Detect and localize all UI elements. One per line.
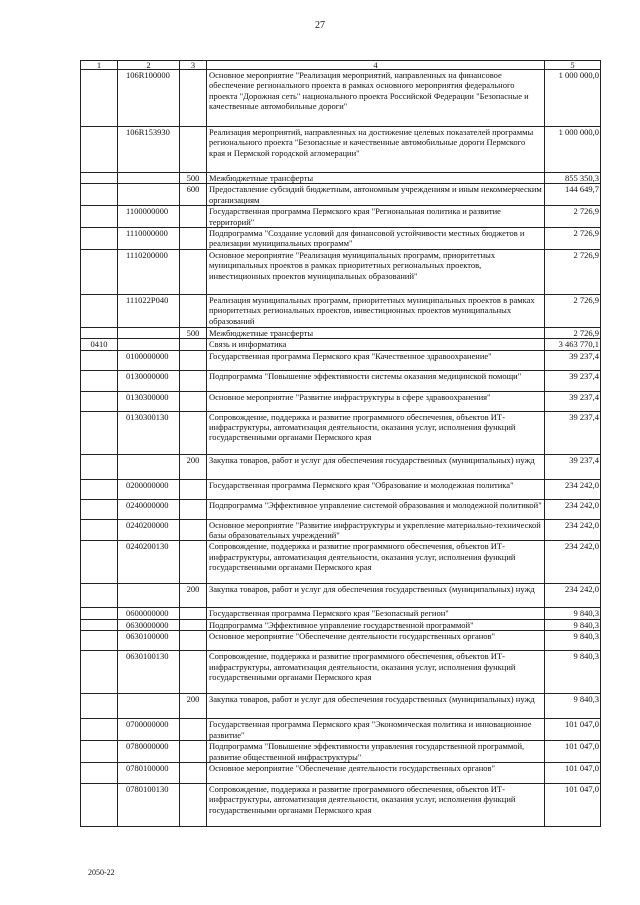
cell-c2: 1100000000 <box>118 206 180 228</box>
table-row <box>81 631 601 651</box>
cell-c3: 200 <box>180 584 207 608</box>
cell-c3: 600 <box>180 184 207 206</box>
cell-c4: Сопровождение, поддержка и развитие программного обеспечения, объектов ИТ-инфраструктуры, автоматизация деятельности, оказания услуг, исполнения функций государственными органами Пермского края <box>207 651 545 694</box>
cell-c2 <box>118 454 180 479</box>
cell-c4: Закупка товаров, работ и услуг для обеспечения государственных (муниципальных) нужд <box>207 694 545 719</box>
table-row <box>81 228 601 250</box>
cell-c1 <box>81 694 118 719</box>
table-row <box>81 479 601 499</box>
cell-c4: Сопровождение, поддержка и развитие программного обеспечения, объектов ИТ-инфраструктуры, автоматизация деятельности, оказания услуг, исполнения функций государственными органами Пермского края <box>207 411 545 454</box>
cell-c5: 234 242,0 <box>545 541 601 584</box>
table-row <box>81 370 601 391</box>
footer-code: 2050-22 <box>88 868 115 877</box>
cell-c5: 1 000 000,0 <box>545 70 601 127</box>
budget-table <box>80 60 601 827</box>
cell-c5: 39 237,4 <box>545 454 601 479</box>
cell-c1 <box>81 584 118 608</box>
header-cell: 3 <box>180 61 207 70</box>
table-row <box>81 541 601 584</box>
cell-c4: Основное мероприятие "Развитие инфраструктуры в сфере здравоохранения" <box>207 391 545 411</box>
cell-c5: 2 726,9 <box>545 206 601 228</box>
cell-c1 <box>81 479 118 499</box>
table-row <box>81 327 601 338</box>
cell-c3 <box>180 499 207 519</box>
table-row <box>81 619 601 630</box>
cell-c1 <box>81 783 118 826</box>
cell-c3 <box>180 70 207 127</box>
table-row <box>81 173 601 184</box>
cell-c4: Подпрограмма "Эффективное управление системой образования и молодежной политикой" <box>207 499 545 519</box>
cell-c3 <box>180 127 207 173</box>
table-row <box>81 608 601 619</box>
cell-c4: Закупка товаров, работ и услуг для обеспечения государственных (муниципальных) нужд <box>207 454 545 479</box>
cell-c5: 9 840,3 <box>545 619 601 630</box>
cell-c3 <box>180 370 207 391</box>
cell-c1 <box>81 519 118 541</box>
cell-c5: 234 242,0 <box>545 584 601 608</box>
cell-c2: 0130300000 <box>118 391 180 411</box>
table-row <box>81 249 601 294</box>
cell-c2: 0630000000 <box>118 619 180 630</box>
cell-c3 <box>180 339 207 350</box>
cell-c5: 39 237,4 <box>545 370 601 391</box>
cell-c3 <box>180 519 207 541</box>
table-row <box>81 454 601 479</box>
cell-c2: 1110000000 <box>118 228 180 250</box>
cell-c2: 1110200000 <box>118 249 180 294</box>
cell-c4: Связь и информатика <box>207 339 545 350</box>
table-row <box>81 411 601 454</box>
cell-c1 <box>81 127 118 173</box>
cell-c4: Основное мероприятие "Развитие инфраструктуры и укрепление материально-технической базы образовательных учреждений" <box>207 519 545 541</box>
cell-c3 <box>180 411 207 454</box>
cell-c3 <box>180 206 207 228</box>
cell-c3: 200 <box>180 454 207 479</box>
table-row <box>81 762 601 783</box>
cell-c4: Основное мероприятие "Реализация муниципальных программ, приоритетных муниципальных проектов в рамках приоритетных региональных проектов, инвестиционных проектов муниципальных образований" <box>207 249 545 294</box>
cell-c2: 106R153930 <box>118 127 180 173</box>
cell-c2: 0700000000 <box>118 719 180 741</box>
cell-c3 <box>180 228 207 250</box>
cell-c4: Основное мероприятие "Обеспечение деятельности государственных органов" <box>207 762 545 783</box>
cell-c1 <box>81 350 118 370</box>
cell-c2: 0240000000 <box>118 499 180 519</box>
cell-c2: 0780100130 <box>118 783 180 826</box>
cell-c5: 101 047,0 <box>545 783 601 826</box>
cell-c3 <box>180 479 207 499</box>
cell-c3 <box>180 350 207 370</box>
cell-c1 <box>81 206 118 228</box>
cell-c1 <box>81 327 118 338</box>
cell-c1 <box>81 741 118 763</box>
table-row <box>81 391 601 411</box>
cell-c2 <box>118 339 180 350</box>
cell-c5: 144 649,7 <box>545 184 601 206</box>
cell-c4: Подпрограмма "Эффективное управление государственной программой" <box>207 619 545 630</box>
cell-c2: 0240200130 <box>118 541 180 584</box>
table-row <box>81 741 601 763</box>
cell-c4: Государственная программа Пермского края "Качественное здравоохранение" <box>207 350 545 370</box>
cell-c2: 0100000000 <box>118 350 180 370</box>
cell-c2: 111022P040 <box>118 294 180 327</box>
cell-c5: 39 237,4 <box>545 350 601 370</box>
cell-c1 <box>81 719 118 741</box>
cell-c3 <box>180 391 207 411</box>
cell-c3 <box>180 783 207 826</box>
cell-c4: Государственная программа Пермского края "Региональная политика и развитие территорий" <box>207 206 545 228</box>
cell-c4: Предоставление субсидий бюджетным, автономным учреждениям и иным некоммерческим организациям <box>207 184 545 206</box>
cell-c1 <box>81 762 118 783</box>
cell-c4: Подпрограмма "Создание условий для финансовой устойчивости местных бюджетов и реализации муниципальных программ" <box>207 228 545 250</box>
cell-c1: 0410 <box>81 339 118 350</box>
cell-c5: 101 047,0 <box>545 741 601 763</box>
table-row <box>81 783 601 826</box>
cell-c3 <box>180 619 207 630</box>
cell-c2: 0200000000 <box>118 479 180 499</box>
cell-c2: 0130300130 <box>118 411 180 454</box>
cell-c4: Сопровождение, поддержка и развитие программного обеспечения, объектов ИТ-инфраструктуры, автоматизация деятельности, оказания услуг, исполнения функций государственными органами Пермского края <box>207 783 545 826</box>
cell-c4: Государственная программа Пермского края "Образование и молодежная политика" <box>207 479 545 499</box>
cell-c1 <box>81 294 118 327</box>
cell-c1 <box>81 173 118 184</box>
table-row <box>81 584 601 608</box>
cell-c3 <box>180 762 207 783</box>
table-row <box>81 127 601 173</box>
cell-c4: Государственная программа Пермского края "Безопасный регион" <box>207 608 545 619</box>
cell-c1 <box>81 184 118 206</box>
table-row <box>81 499 601 519</box>
cell-c1 <box>81 70 118 127</box>
cell-c3 <box>180 608 207 619</box>
header-cell: 5 <box>545 61 601 70</box>
cell-c2: 0240200000 <box>118 519 180 541</box>
cell-c2 <box>118 694 180 719</box>
cell-c4: Реализация мероприятий, направленных на достижение целевых показателей программы регионального проекта "Безопасные и качественные автомобильные дороги Пермского края и Пермской городской агломерации" <box>207 127 545 173</box>
table-row <box>81 294 601 327</box>
cell-c5: 1 000 000,0 <box>545 127 601 173</box>
cell-c4: Подпрограмма "Повышение эффективности управления государственной программой, развитие общественной инфраструктуры" <box>207 741 545 763</box>
cell-c4: Межбюджетные трансферты <box>207 327 545 338</box>
cell-c3 <box>180 719 207 741</box>
cell-c5: 855 350,3 <box>545 173 601 184</box>
cell-c5: 234 242,0 <box>545 519 601 541</box>
cell-c1 <box>81 411 118 454</box>
cell-c2 <box>118 173 180 184</box>
cell-c2: 0600000000 <box>118 608 180 619</box>
table-row <box>81 719 601 741</box>
table-row <box>81 339 601 350</box>
table-row <box>81 651 601 694</box>
table-row <box>81 694 601 719</box>
cell-c1 <box>81 391 118 411</box>
page-number: 27 <box>315 20 325 31</box>
cell-c5: 39 237,4 <box>545 411 601 454</box>
header-cell: 4 <box>207 61 545 70</box>
table-row <box>81 350 601 370</box>
header-cell: 1 <box>81 61 118 70</box>
cell-c2: 0130000000 <box>118 370 180 391</box>
cell-c5: 2 726,9 <box>545 228 601 250</box>
cell-c3 <box>180 249 207 294</box>
cell-c2: 0630100130 <box>118 651 180 694</box>
cell-c5: 2 726,9 <box>545 294 601 327</box>
cell-c4: Сопровождение, поддержка и развитие программного обеспечения, объектов ИТ-инфраструктуры, автоматизация деятельности, оказания услуг, исполнения функций государственными органами Пермского края <box>207 541 545 584</box>
cell-c3 <box>180 294 207 327</box>
cell-c5: 234 242,0 <box>545 499 601 519</box>
cell-c3 <box>180 741 207 763</box>
table-row <box>81 70 601 127</box>
cell-c4: Закупка товаров, работ и услуг для обеспечения государственных (муниципальных) нужд <box>207 584 545 608</box>
cell-c1 <box>81 619 118 630</box>
cell-c5: 101 047,0 <box>545 719 601 741</box>
cell-c4: Подпрограмма "Повышение эффективности системы оказания медицинской помощи" <box>207 370 545 391</box>
table-row <box>81 206 601 228</box>
cell-c5: 2 726,9 <box>545 327 601 338</box>
cell-c3 <box>180 631 207 651</box>
cell-c5: 2 726,9 <box>545 249 601 294</box>
cell-c2: 0780100000 <box>118 762 180 783</box>
cell-c5: 234 242,0 <box>545 479 601 499</box>
cell-c1 <box>81 541 118 584</box>
cell-c3: 200 <box>180 694 207 719</box>
cell-c5: 9 840,3 <box>545 608 601 619</box>
table-row <box>81 519 601 541</box>
cell-c2 <box>118 184 180 206</box>
cell-c1 <box>81 499 118 519</box>
cell-c1 <box>81 631 118 651</box>
cell-c1 <box>81 228 118 250</box>
cell-c1 <box>81 249 118 294</box>
cell-c4: Реализация муниципальных программ, приоритетных муниципальных проектов в рамках приоритетных региональных проектов, инвестиционных проектов муниципальных образований <box>207 294 545 327</box>
cell-c1 <box>81 608 118 619</box>
cell-c5: 9 840,3 <box>545 694 601 719</box>
cell-c3: 500 <box>180 327 207 338</box>
cell-c1 <box>81 370 118 391</box>
cell-c5: 9 840,3 <box>545 631 601 651</box>
cell-c4: Основное мероприятие "Реализация мероприятий, направленных на финансовое обеспечение регионального проекта в рамках основного мероприятия федерального проекта "Дорожная сеть" национального проекта Российской Федерации "Безопасные и качественные автомобильные дороги" <box>207 70 545 127</box>
cell-c4: Межбюджетные трансферты <box>207 173 545 184</box>
cell-c2 <box>118 327 180 338</box>
header-cell: 2 <box>118 61 180 70</box>
cell-c5: 9 840,3 <box>545 651 601 694</box>
cell-c3: 500 <box>180 173 207 184</box>
cell-c3 <box>180 651 207 694</box>
cell-c4: Основное мероприятие "Обеспечение деятельности государственных органов" <box>207 631 545 651</box>
cell-c1 <box>81 651 118 694</box>
header-row <box>81 61 601 70</box>
cell-c5: 101 047,0 <box>545 762 601 783</box>
cell-c1 <box>81 454 118 479</box>
cell-c5: 3 463 770,1 <box>545 339 601 350</box>
cell-c4: Государственная программа Пермского края "Экономическая политика и инновационное развитие" <box>207 719 545 741</box>
cell-c2: 106R100000 <box>118 70 180 127</box>
cell-c5: 39 237,4 <box>545 391 601 411</box>
cell-c2: 0780000000 <box>118 741 180 763</box>
cell-c2: 0630100000 <box>118 631 180 651</box>
cell-c3 <box>180 541 207 584</box>
table-row <box>81 184 601 206</box>
cell-c2 <box>118 584 180 608</box>
